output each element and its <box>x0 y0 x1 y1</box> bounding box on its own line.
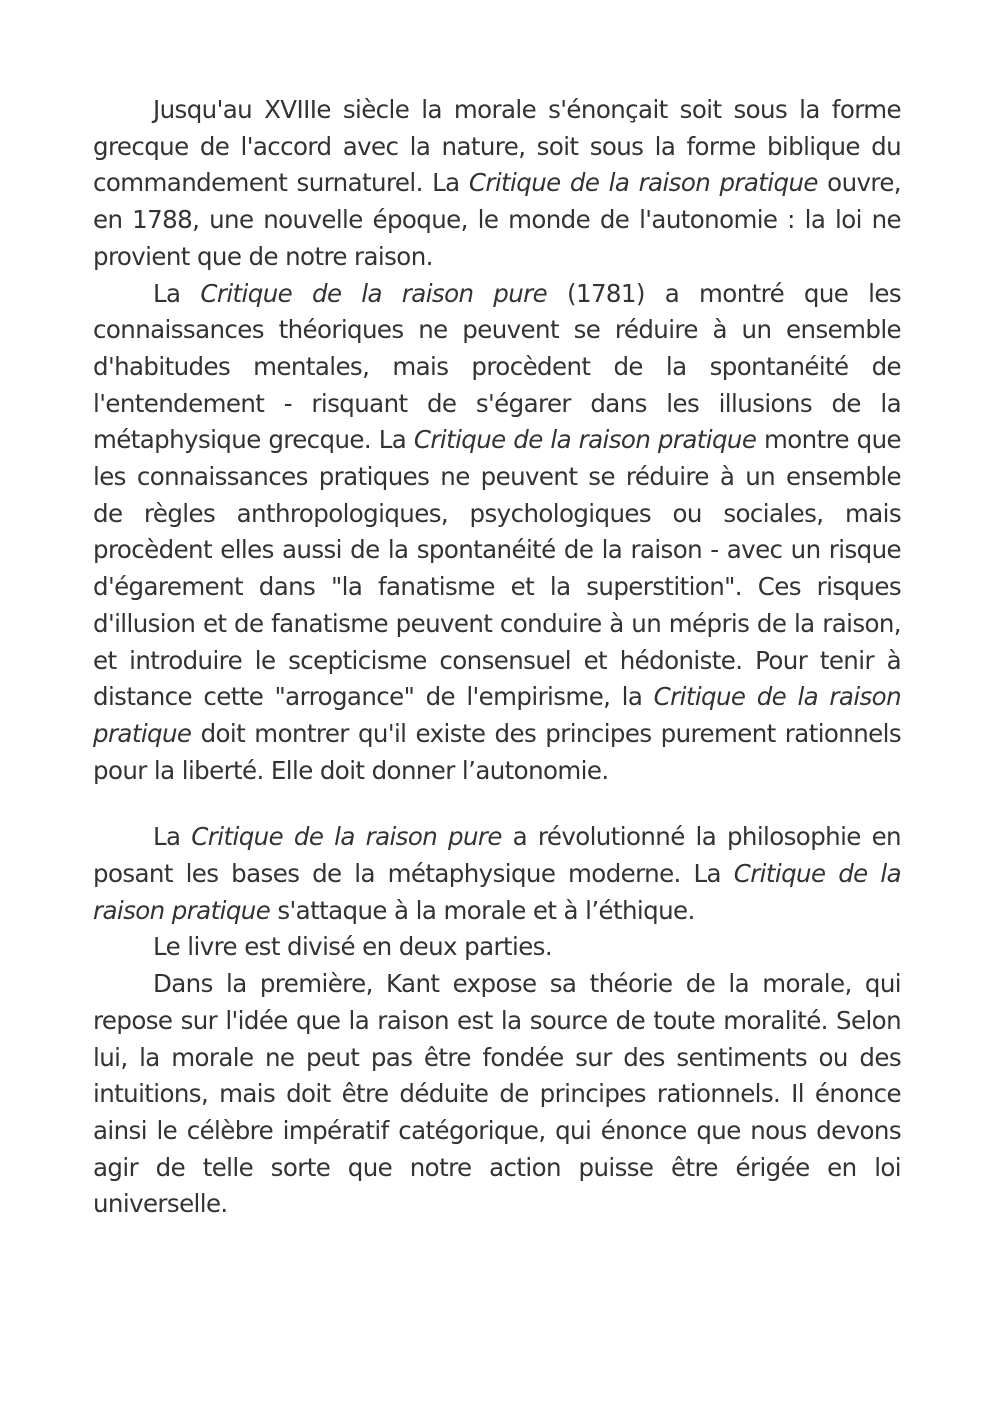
text-block <box>93 92 901 1223</box>
text-run: a révolutionné la philosophie en posant les bases de la métaphysique moderne. La <box>93 822 901 889</box>
paragraph <box>93 966 901 1223</box>
paragraph <box>93 819 901 929</box>
paragraph <box>93 929 901 966</box>
italic-text-run: Critique de la raison pratique <box>413 425 757 455</box>
text-run: (1781) a montré que les connaissances théoriques ne peuvent se réduire à un ensemble d'habitudes mentales, mais procèdent de la spontanéité de l'entendement - risquant de s'égarer dans les illusions de la métaphysique grecque. La <box>93 278 902 455</box>
italic-text-run: Critique de la raison pure <box>191 822 502 852</box>
text-run: La <box>153 278 201 308</box>
italic-text-run: Critique de la raison pure <box>200 278 548 308</box>
text-run: Jusqu'au XVIIIe siècle la morale s'énonçait soit sous la forme grecque de l'accord avec la nature, soit sous la forme biblique du commandement surnaturel. La <box>93 95 901 198</box>
paragraph <box>93 92 901 276</box>
text-run: ouvre, en 1788, une nouvelle époque, le monde de l'autonomie : la loi ne provient que de notre raison. <box>93 168 901 271</box>
italic-text-run: Critique de la raison pratique <box>93 859 901 925</box>
text-run: montre que les connaissances pratiques ne peuvent se réduire à un ensemble de règles anthropologiques, psychologiques ou sociales, mais procèdent elles aussi de la spontanéité de la raison - avec un risque d'égarement dans "la fanatisme et la superstition". Ces risques d'illusion et de fanatisme peuvent conduire à un mépris de la raison, et introduire le scepticisme consensuel et hédoniste. Pour tenir à distance cette "arrogance" de l'empirisme, la <box>93 425 902 712</box>
italic-text-run: Critique de la raison pratique <box>468 168 818 198</box>
paragraph <box>93 276 901 790</box>
text-run: s'attaque à la morale et à l’éthique. <box>270 895 695 925</box>
text-run: Le livre est divisé en deux parties. <box>153 932 553 962</box>
italic-text-run: Critique de la raison pratique <box>93 682 902 748</box>
text-run: La <box>153 822 192 852</box>
text-run: doit montrer qu'il existe des principes purement rationnels pour la liberté. Elle doit donner l’autonomie. <box>93 718 901 785</box>
text-run: Dans la première, Kant expose sa théorie de la morale, qui repose sur l'idée que la raison est la source de toute moralité. Selon lui, la morale ne peut pas être fondée sur des sentiments ou des intuitions, mais doit être déduite de principes rationnels. Il énonce ainsi le célèbre impératif catégorique, qui énonce que nous devons agir de telle sorte que notre action puisse être érigée en loi universelle. <box>93 969 901 1219</box>
